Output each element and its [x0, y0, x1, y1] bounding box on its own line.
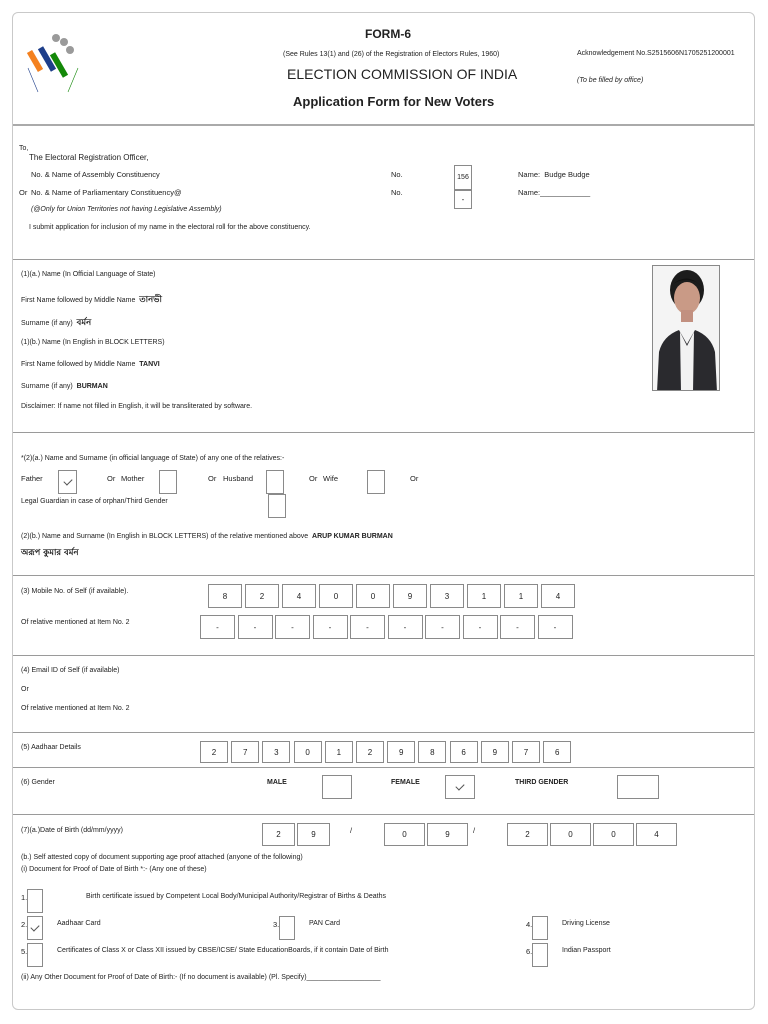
parliament-no-label: No. — [391, 188, 403, 197]
aadhaar-card-checkbox[interactable] — [27, 916, 43, 940]
assembly-name-value: Budge Budge — [544, 170, 590, 179]
relative-official-name: অরূপ কুমার বর্মন — [21, 548, 79, 558]
assembly-label: No. & Name of Assembly Constituency — [31, 170, 160, 179]
mobile-relative-digit[interactable]: - — [538, 615, 573, 639]
doc5-number: 5. — [21, 947, 28, 956]
dob-year-digit[interactable]: 0 — [550, 823, 591, 846]
wife-checkbox[interactable] — [367, 470, 385, 494]
relative-english-heading: (2)(b.) Name and Surname (In English in BLOCK LETTERS) of the relative mentioned above — [21, 533, 309, 540]
mother-label: Mother — [121, 474, 145, 483]
doc5-label: Certificates of Class X or Class XII issued by CBSE/ICSE/ State EducationBoards, if it contain Date of Birth — [57, 947, 389, 954]
aadhaar-digit[interactable]: 3 — [262, 741, 290, 763]
mobile-relative-digit[interactable]: - — [238, 615, 273, 639]
third-gender-checkbox[interactable] — [617, 775, 659, 799]
email-relative-label: Of relative mentioned at Item No. 2 — [21, 705, 130, 712]
aadhaar-digit[interactable]: 9 — [481, 741, 509, 763]
doc1-number: 1. — [21, 893, 28, 902]
mobile-relative-digit[interactable]: - — [350, 615, 385, 639]
doc4-number: 4. — [526, 920, 533, 929]
dob-day-digit[interactable]: 9 — [297, 823, 330, 846]
ack-label: Acknowledgement No. — [577, 50, 648, 57]
commission-title: ELECTION COMMISSION OF INDIA — [287, 66, 518, 82]
check-mark-icon — [455, 781, 464, 790]
assembly-name-label: Name: — [518, 170, 541, 179]
mobile-relative-digit[interactable]: - — [388, 615, 423, 639]
male-checkbox[interactable] — [322, 775, 352, 799]
husband-checkbox[interactable] — [266, 470, 284, 494]
parliament-name: Name:____________ — [518, 188, 591, 197]
english-surname — [21, 383, 108, 390]
or-label-4: Or — [410, 474, 419, 483]
office-note: (To be filled by office) — [577, 77, 644, 84]
english-first-name — [21, 361, 160, 368]
ack-number: S2515606N1705251200001 — [647, 50, 735, 57]
passport-checkbox[interactable] — [532, 943, 548, 967]
parliament-number-field[interactable]: - — [454, 190, 472, 209]
mobile-self-digit[interactable]: 3 — [430, 584, 464, 608]
parliament-label: No. & Name of Parliamentary Constituency@ — [31, 188, 182, 197]
surname-official: বর্মন — [76, 318, 92, 328]
email-or-label: Or — [21, 686, 29, 693]
doc3-label: PAN Card — [309, 920, 340, 927]
dob-slash-1: / — [350, 826, 353, 835]
doc1-label: Birth certificate issued by Competent Local Body/Municipal Authority/Registrar of Births & Deaths — [86, 893, 386, 900]
doc2-label: Aadhaar Card — [57, 920, 101, 927]
assembly-no-label: No. — [391, 170, 403, 179]
official-surname — [21, 316, 91, 330]
aadhaar-digit[interactable]: 1 — [325, 741, 353, 763]
first-name-label: First Name followed by Middle Name — [21, 297, 136, 304]
first-name-english: TANVI — [139, 361, 160, 368]
dob-day-digit[interactable]: 2 — [262, 823, 295, 846]
aadhaar-digit[interactable]: 0 — [294, 741, 322, 763]
mobile-self-digit[interactable]: 1 — [467, 584, 501, 608]
surname-label: Surname (if any) — [21, 320, 73, 327]
guardian-checkbox[interactable] — [268, 494, 286, 518]
rules-text: (See Rules 13(1) and (26) of the Registration of Electors Rules, 1960) — [283, 51, 500, 58]
class-certificate-checkbox[interactable] — [27, 943, 43, 967]
email-self-label: (4) Email ID of Self (if available) — [21, 667, 120, 674]
or-label-3: Or — [309, 474, 318, 483]
mobile-self-digit[interactable]: 4 — [541, 584, 575, 608]
aadhaar-digit[interactable]: 7 — [512, 741, 540, 763]
mobile-relative-label: Of relative mentioned at Item No. 2 — [21, 619, 130, 626]
union-territory-note: (@Only for Union Territories not having Legislative Assembly) — [31, 206, 222, 213]
check-mark-icon — [30, 922, 39, 931]
form-number: FORM-6 — [365, 27, 411, 41]
dob-year-digit[interactable]: 4 — [636, 823, 677, 846]
application-title: Application Form for New Voters — [293, 94, 495, 109]
proof-subheading: (i) Document for Proof of Date of Birth *:- (Any one of these) — [21, 866, 207, 873]
other-document: (ii) Any Other Document for Proof of Date of Birth:- (If no document is available) (Pl. Specify)___________________ — [21, 974, 381, 981]
or-label-2: Or — [208, 474, 217, 483]
father-checkbox[interactable] — [58, 470, 77, 494]
aadhaar-digit[interactable]: 9 — [387, 741, 415, 763]
or-label-1: Or — [107, 474, 116, 483]
wife-label: Wife — [323, 474, 338, 483]
relative-english-line — [21, 533, 393, 540]
aadhaar-digit[interactable]: 2 — [356, 741, 384, 763]
check-mark-icon — [63, 476, 72, 485]
submit-statement: I submit application for inclusion of my name in the electoral roll for the above constituency. — [29, 224, 311, 231]
aadhaar-digit[interactable]: 8 — [418, 741, 446, 763]
mobile-self-label: (3) Mobile No. of Self (if available). — [21, 588, 129, 595]
eci-logo — [24, 28, 82, 98]
aadhaar-digit[interactable]: 6 — [450, 741, 478, 763]
mobile-self-digit[interactable]: 2 — [245, 584, 279, 608]
surname-label-en: Surname (if any) — [21, 383, 73, 390]
father-label: Father — [21, 474, 43, 483]
guardian-label: Legal Guardian in case of orphan/Third Gender — [21, 498, 168, 505]
dob-slash-2: / — [473, 826, 476, 835]
third-gender-label: THIRD GENDER — [515, 779, 569, 786]
doc6-label: Indian Passport — [562, 947, 611, 954]
mobile-relative-digit[interactable]: - — [425, 615, 460, 639]
mobile-relative-digit[interactable]: - — [313, 615, 348, 639]
first-name-label-en: First Name followed by Middle Name — [21, 361, 136, 368]
relative-heading: *(2)(a.) Name and Surname (in official language of State) of any one of the relatives:- — [21, 455, 285, 462]
aadhaar-digit[interactable]: 7 — [231, 741, 259, 763]
dob-year-digit[interactable]: 2 — [507, 823, 548, 846]
or-label: Or — [19, 188, 28, 197]
mobile-self-digit[interactable]: 1 — [504, 584, 538, 608]
doc4-label: Driving License — [562, 920, 610, 927]
dob-year-digit[interactable]: 0 — [593, 823, 634, 846]
birth-certificate-checkbox[interactable] — [27, 889, 43, 913]
husband-label: Husband — [223, 474, 254, 483]
mobile-self-digit[interactable]: 4 — [282, 584, 316, 608]
mobile-relative-digit[interactable]: - — [275, 615, 310, 639]
doc6-number: 6. — [526, 947, 533, 956]
relative-english-name: ARUP KUMAR BURMAN — [312, 533, 393, 540]
pan-card-checkbox[interactable] — [279, 916, 295, 940]
mobile-self-digit[interactable]: 8 — [208, 584, 242, 608]
assembly-number-field[interactable]: 156 — [454, 165, 472, 190]
mobile-relative-digit[interactable]: - — [200, 615, 235, 639]
mobile-relative-digit[interactable]: - — [463, 615, 498, 639]
officer-label: The Electoral Registration Officer, — [29, 153, 149, 162]
aadhaar-digit[interactable]: 6 — [543, 741, 571, 763]
mobile-self-digit[interactable]: 0 — [319, 584, 353, 608]
assembly-name — [518, 170, 590, 179]
driving-license-checkbox[interactable] — [532, 916, 548, 940]
aadhaar-digit[interactable]: 2 — [200, 741, 228, 763]
surname-english: BURMAN — [76, 383, 108, 390]
dob-label: (7)(a.)Date of Birth (dd/mm/yyyy) — [21, 827, 123, 834]
mobile-relative-digit[interactable]: - — [500, 615, 535, 639]
proof-heading: (b.) Self attested copy of document supporting age proof attached (anyone of the following) — [21, 854, 303, 861]
to-label: To, — [19, 145, 29, 152]
applicant-photo — [652, 265, 720, 391]
dob-month-digit[interactable]: 0 — [384, 823, 425, 846]
acknowledgement — [577, 50, 735, 57]
female-checkbox[interactable] — [445, 775, 475, 799]
doc3-number: 3. — [273, 920, 280, 929]
english-name-heading: (1)(b.) Name (In English in BLOCK LETTERS) — [21, 339, 165, 346]
mobile-self-digit[interactable]: 9 — [393, 584, 427, 608]
dob-month-digit[interactable]: 9 — [427, 823, 468, 846]
mother-checkbox[interactable] — [159, 470, 177, 494]
gender-label: (6) Gender — [21, 779, 55, 786]
female-label: FEMALE — [391, 779, 420, 786]
mobile-self-digit[interactable]: 0 — [356, 584, 390, 608]
doc2-number: 2. — [21, 920, 28, 929]
first-name-official: তানভী — [139, 295, 162, 305]
aadhaar-label: (5) Aadhaar Details — [21, 744, 81, 751]
official-first-name — [21, 293, 162, 307]
male-label: MALE — [267, 779, 287, 786]
official-name-heading: (1)(a.) Name (In Official Language of State) — [21, 271, 156, 278]
disclaimer: Disclaimer: If name not filled in English, it will be transliterated by software. — [21, 403, 253, 410]
